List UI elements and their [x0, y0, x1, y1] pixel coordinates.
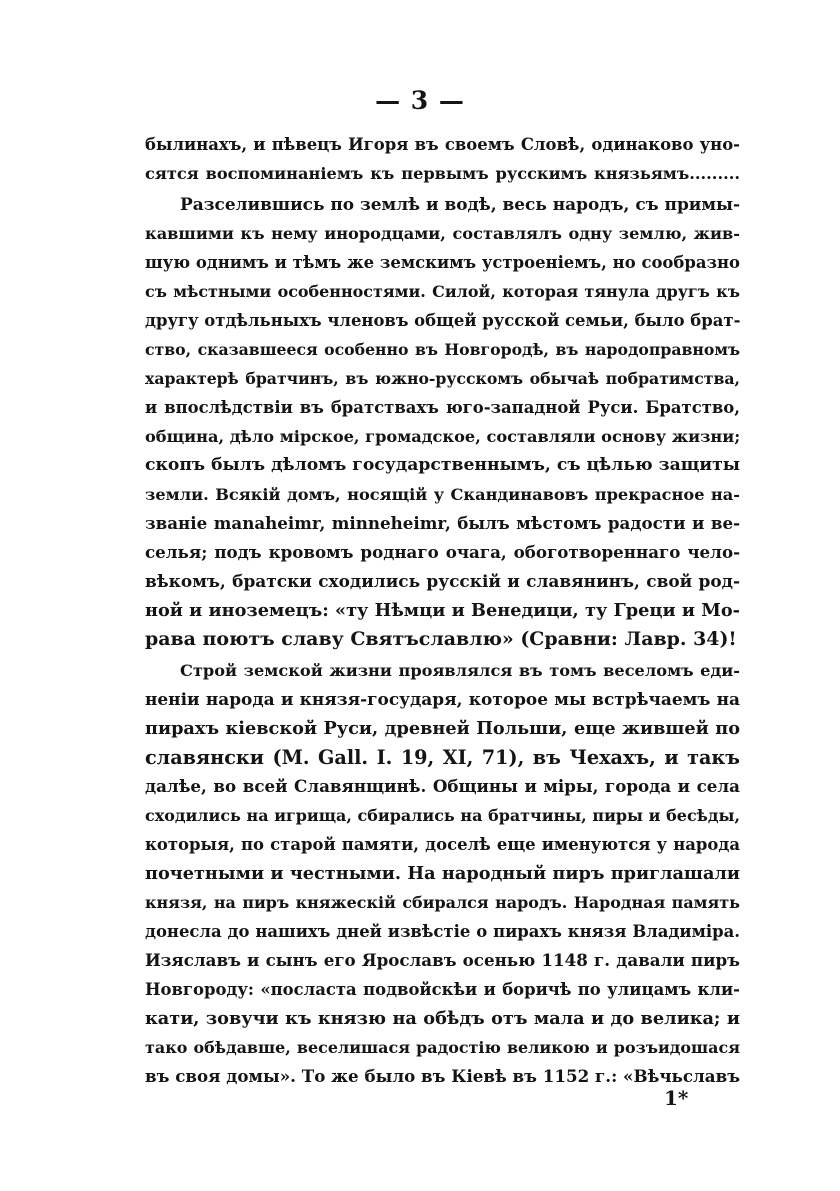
- paragraph-start-line: Разселившись по землѣ и водѣ, весь народъ, съ примы-: [180, 194, 741, 214]
- text-line: сходились на игрища, сбирались на братчины, пиры и бесѣды,: [145, 806, 740, 825]
- text-line: донесла до нашихъ дней извѣстіе о пирахъ князя Владиміра.: [145, 922, 740, 941]
- text-line: почетными и честными. На народный пиръ приглашали: [145, 863, 740, 884]
- text-line: характерѣ братчинъ, въ южно-русскомъ обычаѣ побратимства,: [145, 369, 740, 388]
- text-line: неніи народа и князя-государя, которое мы встрѣчаемъ на: [145, 689, 740, 709]
- body-text: [145, 130, 740, 1091]
- text-line: Изяславъ и сынъ его Ярославъ осенью 1148 г. давали пиръ: [145, 950, 740, 970]
- text-line: другу отдѣльныхъ членовъ общей русской семьи, было брат-: [145, 311, 741, 330]
- text-line: вѣкомъ, братски сходились русскій и славянинъ, свой род-: [145, 571, 740, 591]
- text-line: скопъ былъ дѣломъ государственнымъ, съ цѣлью защиты: [145, 455, 740, 475]
- paragraph-start-line: Строй земской жизни проявлялся въ томъ веселомъ еди-: [180, 661, 740, 680]
- signature-mark: 1*: [664, 1086, 689, 1110]
- text-line: князя, на пиръ княжескій сбирался народъ. Народная память: [145, 893, 740, 912]
- text-line: съ мѣстными особенностями. Силой, которая тянула другъ къ: [145, 282, 740, 301]
- text-line: земли. Всякій домъ, носящій у Скандинавовъ прекрасное на-: [145, 485, 740, 504]
- text-line: селья; подъ кровомъ роднаго очага, обоготвореннаго чело-: [145, 542, 740, 562]
- text-line: кавшими къ нему инородцами, составлялъ одну землю, жив-: [145, 224, 740, 243]
- text-line: сятся воспоминаніемъ къ первымъ русскимъ князьямъ.........: [145, 164, 740, 183]
- text-line: ство, сказавшееся особенно въ Новгородѣ, въ народоправномъ: [145, 340, 740, 359]
- text-line: кати, зовучи къ князю на обѣдъ отъ мала и до велика; и: [145, 1008, 740, 1029]
- text-line: шую однимъ и тѣмъ же земскимъ устроеніемъ, но сообразно: [145, 253, 740, 272]
- text-line: былинахъ, и пѣвецъ Игоря въ своемъ Словѣ, одинаково уно-: [145, 135, 740, 154]
- text-line: пирахъ кіевской Руси, древней Польши, еще жившей по: [145, 718, 740, 739]
- text-line: званіе manaheimr, minneheimr, былъ мѣстомъ радости и ве-: [145, 513, 740, 533]
- text-line: далѣе, во всей Славянщинѣ. Общины и міры, города и села: [145, 776, 740, 796]
- paragraph-end-line: рава поютъ славу Святъславлю» (Сравни: Лавр. 34)!: [145, 628, 737, 650]
- text-line: община, дѣло мірское, громадское, составляли основу жизни;: [145, 427, 741, 446]
- text-line: и впослѣдствіи въ братствахъ юго-западной Руси. Братство,: [145, 398, 740, 417]
- text-line: которыя, по старой памяти, доселѣ еще именуются у народа: [145, 835, 740, 854]
- page-number: — 3 —: [375, 86, 465, 115]
- text-line: тако обѣдавше, веселишася радостію великою и розъидошася: [145, 1038, 740, 1057]
- text-line: въ своя домы». То же было въ Кіевѣ въ 1152 г.: «Вѣчьславъ: [145, 1066, 740, 1086]
- text-line: Новгороду: «посласта подвойскѣи и боричѣ по улицамъ кли-: [145, 980, 740, 999]
- text-line: ной и иноземецъ: «ту Нѣмци и Венедици, ту Греци и Мо-: [145, 600, 740, 621]
- text-line: славянски (M. Gall. I. 19, XI, 71), въ Чехахъ, и такъ: [145, 746, 740, 769]
